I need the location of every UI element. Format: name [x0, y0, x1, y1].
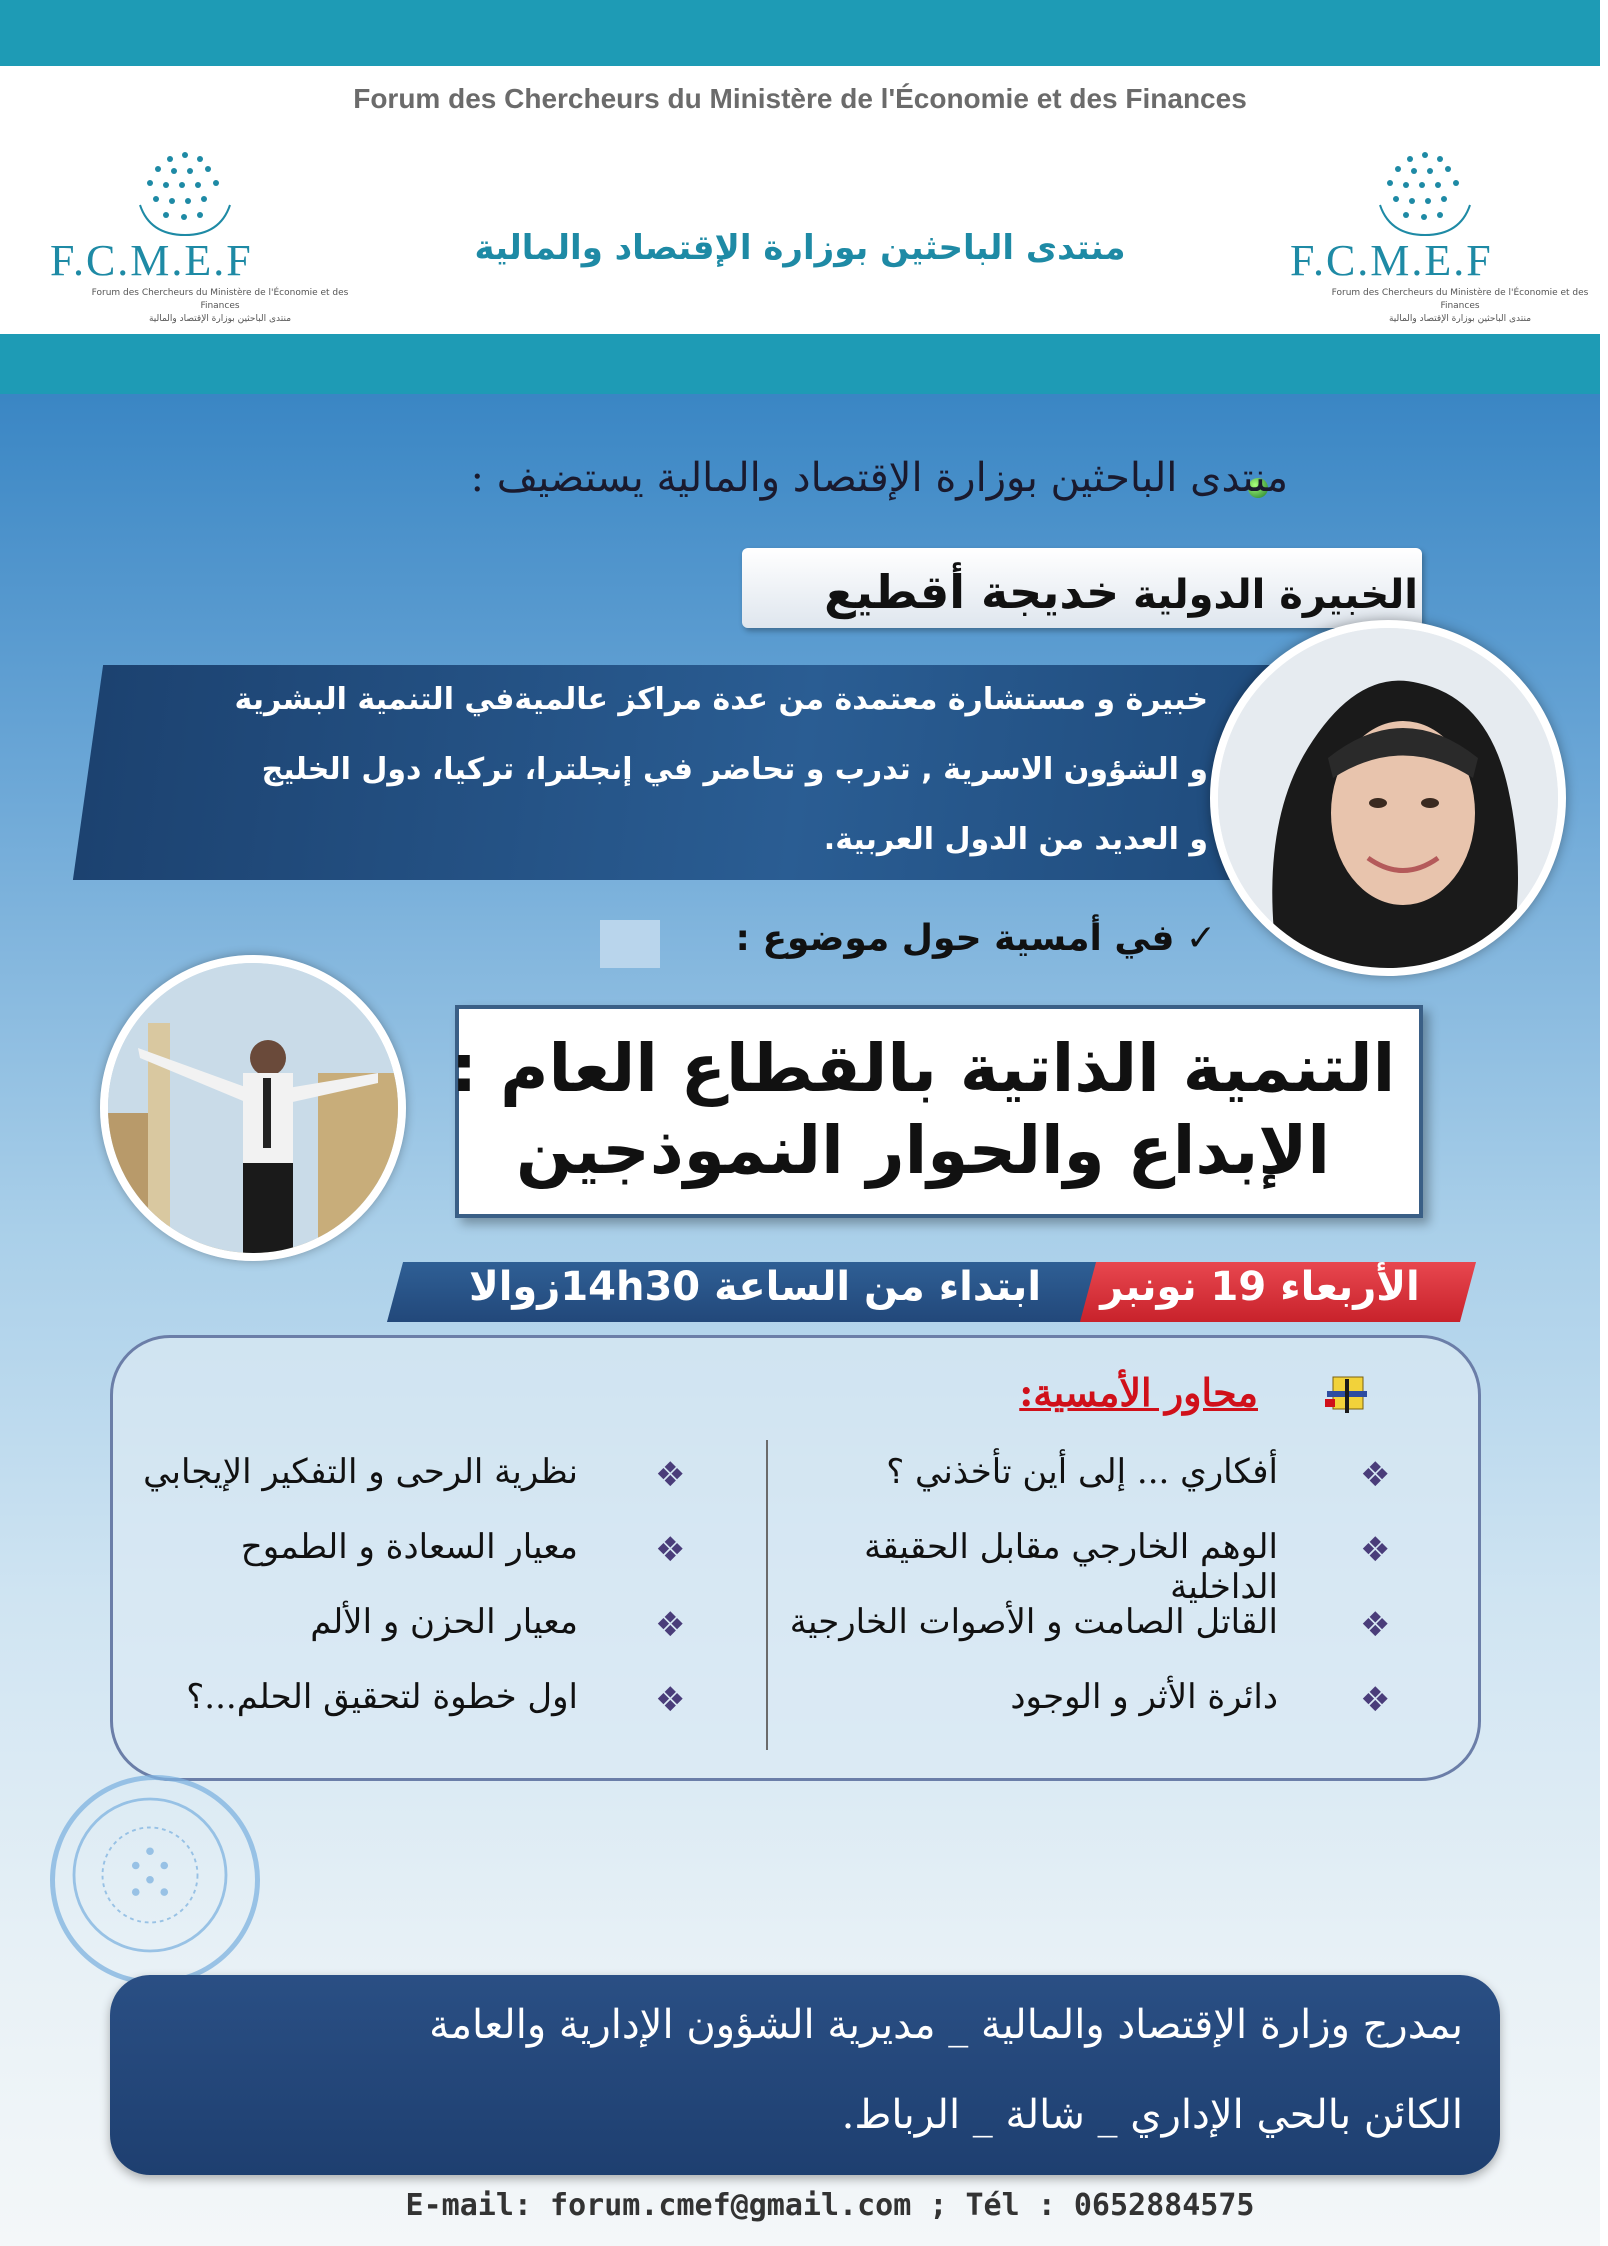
- diamond-bullet-icon: ❖: [1360, 1530, 1391, 1570]
- diamond-bullet-icon: ❖: [655, 1455, 686, 1495]
- topic-photo: [100, 955, 406, 1261]
- bio-line-3: و العديد من الدول العربية.: [823, 822, 1208, 857]
- axis-item-right-1: أفكاري ... إلى أين تأخذني ؟: [886, 1452, 1278, 1492]
- topic-line-2: الإبداع والحوار النموذجين: [515, 1112, 1331, 1189]
- logo-subtext: Forum des Chercheurs du Ministère de l'Économie et des Finances منتدى الباحثين بوزارة الإقتصاد والمالية: [91, 288, 349, 324]
- guest-title: الخبيرة الدولية: [1133, 572, 1418, 618]
- intro-text: منتدى الباحثين بوزارة الإقتصاد والمالية يستضيف :: [470, 455, 1288, 501]
- date-text: الأربعاء 19 نونبر: [1100, 1264, 1420, 1310]
- axis-item-left-3: معيار الحزن و الألم: [310, 1602, 578, 1642]
- guest-photo: [1210, 620, 1566, 976]
- official-stamp: [50, 1775, 260, 1985]
- axis-item-right-4: دائرة الأثر و الوجود: [1010, 1677, 1278, 1717]
- logo-left: [40, 135, 349, 335]
- globe-dots-icon: [130, 145, 240, 240]
- axis-item-left-2: معيار السعادة و الطموح: [240, 1527, 578, 1567]
- contact-footer: E-mail: forum.cmef@gmail.com ; Tél : 0652884575: [405, 2188, 1255, 2223]
- diamond-bullet-icon: ❖: [1360, 1455, 1391, 1495]
- logo-right: [1280, 135, 1589, 335]
- axis-item-right-3: القاتل الصامت و الأصوات الخارجية: [789, 1602, 1278, 1642]
- globe-dots-icon: [1370, 145, 1480, 240]
- header-title-ar: منتدى الباحثين بوزارة الإقتصاد والمالية: [474, 228, 1126, 268]
- mid-band: [0, 334, 1600, 394]
- guest-heading: [618, 565, 1418, 619]
- bio-line-2: و الشؤون الاسرية , تدرب و تحاضر في إنجلترا، تركيا، دول الخليج: [261, 752, 1208, 787]
- logo-text: F.C.M.E.F: [50, 236, 253, 285]
- notebook-icon: [1325, 1375, 1371, 1415]
- time-text: ابتداء من الساعة 14h30زوالا: [468, 1264, 1042, 1310]
- axes-title: محاور الأمسية:: [1019, 1370, 1258, 1415]
- check-icon: ✓: [1174, 918, 1216, 959]
- logo-text: F.C.M.E.F: [1290, 236, 1493, 285]
- axis-item-left-4: اول خطوة لتحقيق الحلم...؟: [186, 1677, 578, 1717]
- diamond-bullet-icon: ❖: [1360, 1680, 1391, 1720]
- diamond-bullet-icon: ❖: [655, 1680, 686, 1720]
- header-title-fr: Forum des Chercheurs du Ministère de l'Économie et des Finances: [353, 83, 1247, 114]
- diamond-bullet-icon: ❖: [655, 1530, 686, 1570]
- topic-line-1: التنمية الذاتية بالقطاع العام :: [450, 1030, 1396, 1107]
- man-arms-open-icon: [108, 963, 398, 1253]
- bio-line-1: خبيرة و مستشارة معتمدة من عدة مراكز عالميةفي التنمية البشرية: [234, 682, 1208, 717]
- logo-subtext: Forum des Chercheurs du Ministère de l'Économie et des Finances منتدى الباحثين بوزارة الإقتصاد والمالية: [1331, 288, 1589, 324]
- location-line-1: بمدرج وزارة الإقتصاد والمالية _ مديرية الشؤون الإدارية والعامة: [429, 2002, 1463, 2048]
- guest-name: خديجة أقطيع: [824, 565, 1120, 619]
- guest-portrait-icon: [1218, 628, 1558, 968]
- axis-item-left-1: نظرية الرحى و التفكير الإيجابي: [143, 1452, 578, 1492]
- axis-item-right-2: الوهم الخارجي مقابل الحقيقة الداخلية: [864, 1527, 1278, 1607]
- diamond-bullet-icon: ❖: [655, 1605, 686, 1645]
- diamond-bullet-icon: ❖: [1360, 1605, 1391, 1645]
- location-line-2: الكائن بالحي الإداري _ شالة _ الرباط.: [841, 2092, 1463, 2138]
- subtitle: ✓ في أمسية حول موضوع :: [735, 918, 1216, 959]
- top-band: [0, 0, 1600, 66]
- stamp-icon: [55, 1780, 245, 1970]
